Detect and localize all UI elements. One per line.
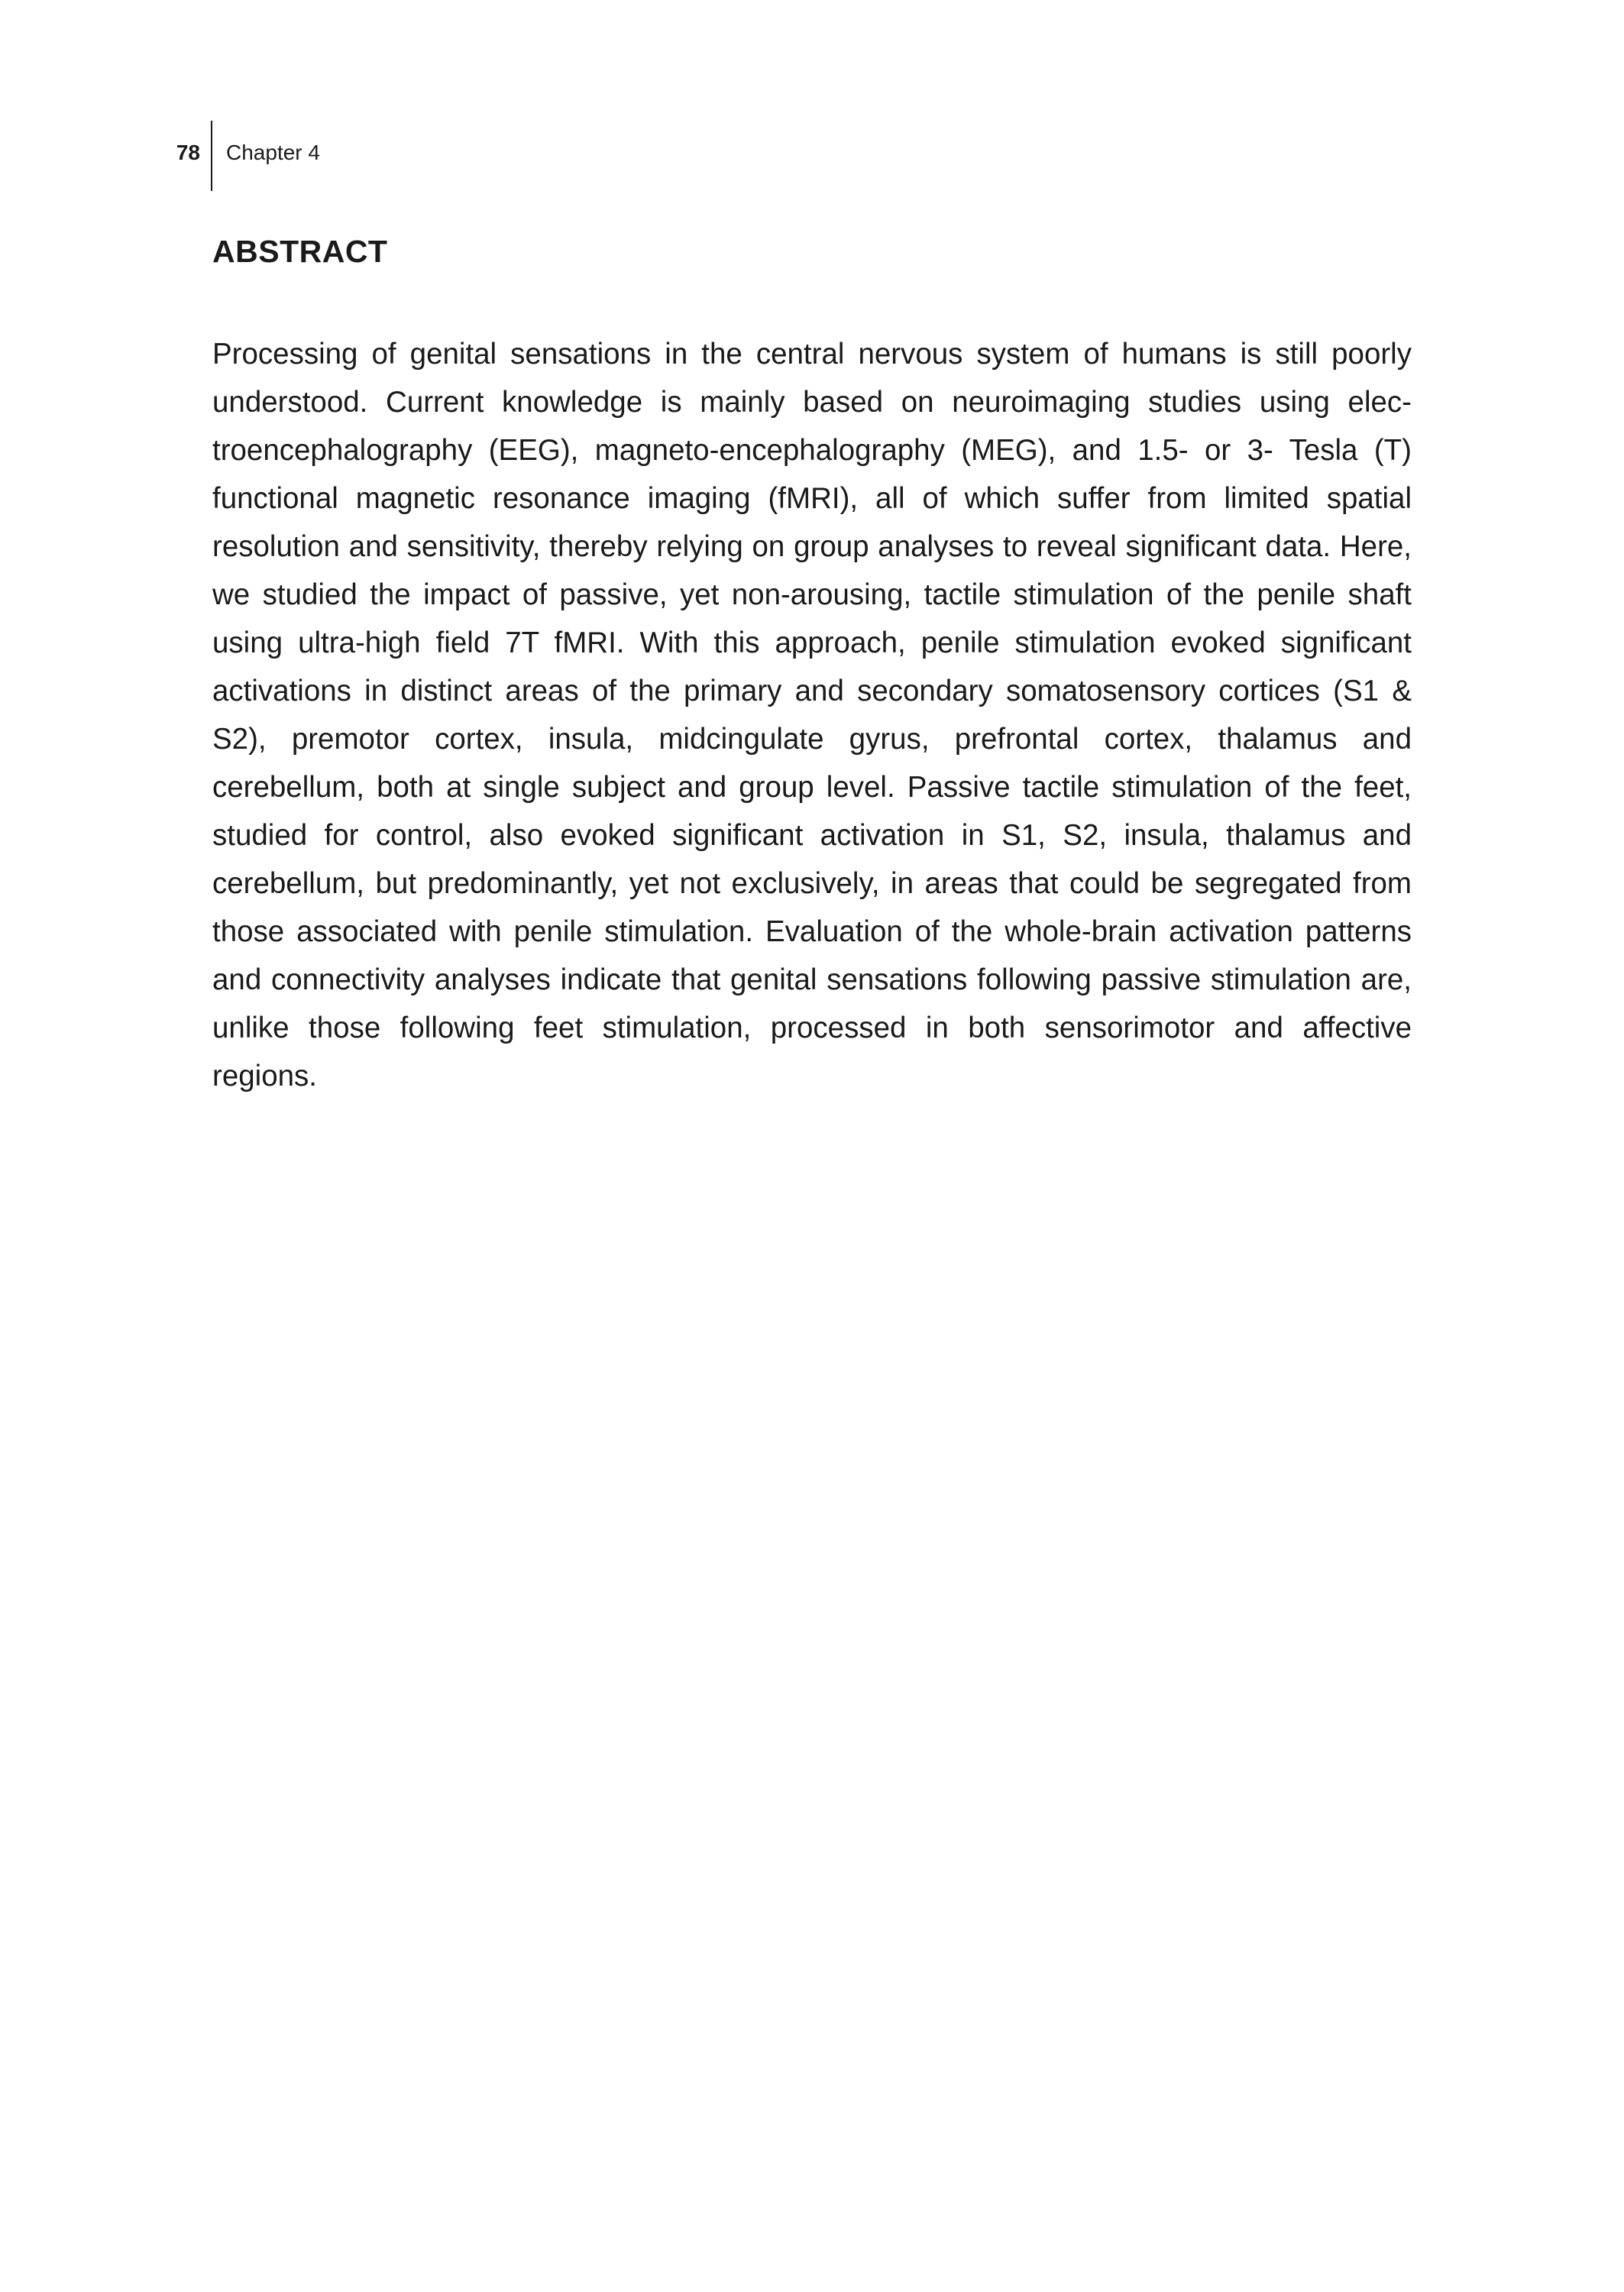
page-number: 78 [176, 141, 200, 164]
abstract-heading: ABSTRACT [212, 234, 388, 269]
header-divider [211, 121, 212, 191]
abstract-body: Processing of genital sensations in the central nervous system of humans is still poorly understood. Current knowledge is mainly based on neuroimaging studies using electroencephalography (EEG), magneto-encephalography (MEG), and 1.5- or 3- Tesla (T) functional magnetic resonance imaging (fMRI), all of which suffer from limited spatial resolution and sensitivity, thereby relying on group analyses to reveal significant data. Here, we studied the impact of passive, yet non-arousing, tactile stimulation of the penile shaft using ultra-high field 7T fMRI. With this approach, penile stimulation evoked significant activations in distinct areas of the primary and secondary somatosensory cortices (S1 & S2), premotor cortex, insula, midcingulate gyrus, prefrontal cortex, thalamus and cerebellum, both at single subject and group level. Passive tactile stimulation of the feet, studied for control, also evoked significant activation in S1, S2, insula, thalamus and cerebellum, but predominantly, yet not exclusively, in areas that could be segregated from those associated with penile stimulation. Evaluation of the whole-brain activation patterns and connectivity analyses indicate that genital sensations following passive stimulation are, unlike those following feet stimulation, processed in both sensorimotor and affective regions. [212, 338, 1412, 1093]
running-header [0, 121, 1624, 191]
chapter-label: Chapter 4 [226, 141, 320, 164]
